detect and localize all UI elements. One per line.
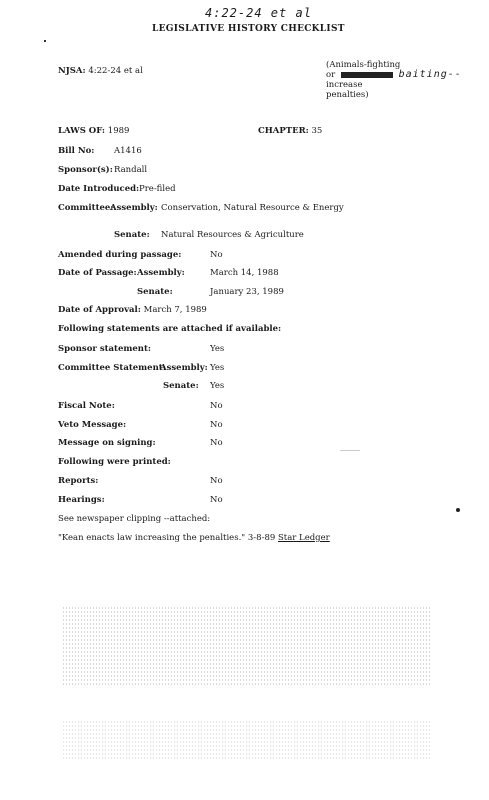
subject-note-line4: penalties) <box>326 90 369 100</box>
cs-senate-label: Senate: <box>163 381 199 391</box>
redaction-bar <box>341 72 393 78</box>
clipping-citation <box>58 533 330 543</box>
date-of-approval-label: Date of Approval: <box>58 305 141 315</box>
date-of-approval-field <box>58 305 207 315</box>
veto-message-value: No <box>210 420 223 430</box>
amended-value: No <box>210 250 223 260</box>
chapter-value: 35 <box>311 126 323 136</box>
clipping-source: Star Ledger <box>277 533 330 543</box>
reports-value: No <box>210 476 223 486</box>
passage-assembly-value: March 14, 1988 <box>210 268 279 278</box>
committee-assembly-value: Conservation, Natural Resource & Energy <box>161 203 344 213</box>
hearings-value: No <box>210 495 223 505</box>
fiscal-note-label: Fiscal Note: <box>58 401 115 411</box>
scan-noise-area <box>62 720 432 760</box>
bill-no-label: Bill No: <box>58 146 95 156</box>
sponsor-statement-label: Sponsor statement: <box>58 344 152 354</box>
passage-assembly-label: Assembly: <box>137 268 185 278</box>
date-introduced-value: Pre-filed <box>139 184 176 194</box>
committee-senate-value: Natural Resources & Agriculture <box>161 230 304 240</box>
chapter-field <box>258 126 322 136</box>
amended-label: Amended during passage: <box>58 250 182 260</box>
subject-note-or: or <box>326 70 336 80</box>
handwritten-statute-note: 4:22-24 et al <box>205 6 312 20</box>
cs-assembly-label: Assembly: <box>160 363 208 373</box>
sponsor-label: Sponsor(s): <box>58 165 113 175</box>
laws-of-field <box>58 126 129 136</box>
chapter-label: CHAPTER: <box>258 126 309 136</box>
committee-statement-label: Committee Statement: <box>58 363 166 373</box>
subject-note-handwritten: baiting-- <box>398 69 462 80</box>
cs-assembly-value: Yes <box>210 363 225 373</box>
sponsor-statement-value: Yes <box>210 344 225 354</box>
committee-label: Committee: <box>58 203 114 213</box>
veto-message-label: Veto Message: <box>58 420 127 430</box>
laws-of-value: 1989 <box>107 126 130 136</box>
fiscal-note-value: No <box>210 401 223 411</box>
scan-speck <box>44 40 46 42</box>
committee-senate-label: Senate: <box>114 230 150 240</box>
committee-assembly-label: Assembly: <box>110 203 158 213</box>
njsa-field <box>58 66 143 76</box>
following-printed-heading: Following were printed: <box>58 457 171 467</box>
clipping-date: 3-8-89 <box>247 533 276 543</box>
page-title: LEGISLATIVE HISTORY CHECKLIST <box>152 24 345 34</box>
newspaper-note: See newspaper clipping --attached: <box>58 514 211 524</box>
date-of-approval-value: March 7, 1989 <box>143 305 207 315</box>
subject-note-line1: (Animals-fighting <box>326 60 401 70</box>
passage-senate-value: January 23, 1989 <box>210 287 284 297</box>
subject-note-line3: increase <box>326 80 363 90</box>
date-of-passage-label: Date of Passage: <box>58 268 137 278</box>
njsa-label: NJSA: <box>58 66 86 76</box>
message-signing-value: No <box>210 438 223 448</box>
scan-speck <box>456 508 460 512</box>
message-signing-label: Message on signing: <box>58 438 156 448</box>
passage-senate-label: Senate: <box>137 287 173 297</box>
cs-senate-value: Yes <box>210 381 225 391</box>
sponsor-value: Randall <box>114 165 148 175</box>
clipping-quote: "Kean enacts law increasing the penalties." <box>58 533 246 543</box>
hearings-label: Hearings: <box>58 495 105 505</box>
following-attached-heading: Following statements are attached if available: <box>58 324 282 334</box>
subject-note <box>326 60 462 100</box>
reports-label: Reports: <box>58 476 99 486</box>
laws-of-label: LAWS OF: <box>58 126 106 136</box>
scan-noise-area <box>62 606 432 686</box>
date-introduced-label: Date Introduced: <box>58 184 140 194</box>
subject-note-line2 <box>326 70 462 80</box>
njsa-value: 4:22-24 et al <box>88 66 143 76</box>
scan-speck <box>340 450 360 451</box>
bill-no-value: A1416 <box>114 146 142 156</box>
